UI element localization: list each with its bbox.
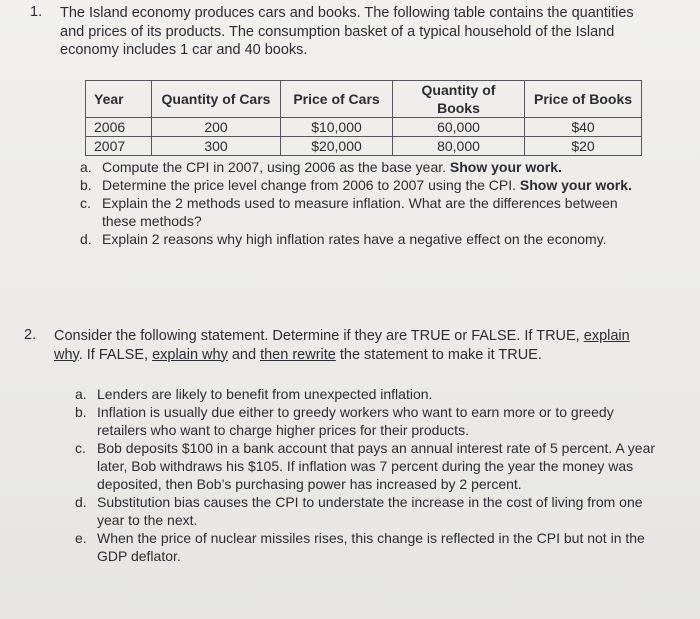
item-letter: b. — [80, 177, 92, 193]
item-text: Determine the price level change from 2006 to 2007 using the CPI. — [102, 177, 520, 193]
item-letter: a. — [80, 159, 92, 175]
header-cell: Quantity of Cars — [152, 81, 281, 118]
table-cell: 80,000 — [393, 137, 525, 156]
underlined-text: then rewrite — [260, 346, 336, 363]
underlined-text: explain why — [54, 328, 630, 363]
table-row — [86, 137, 642, 156]
item-text: Explain the 2 methods used to measure inflation. What are the differences between these methods? — [102, 195, 618, 229]
list-item — [80, 194, 640, 230]
text-segment: . If FALSE, — [78, 346, 153, 363]
item-text: Compute the CPI in 2007, using 2006 as the base year. — [102, 159, 450, 175]
question-number: 2. — [24, 327, 37, 343]
table-cell: 2007 — [86, 137, 152, 156]
item-bold-text: Show your work. — [519, 177, 632, 193]
header-cell: Price of Books — [525, 81, 642, 118]
question-number: 1. — [30, 4, 43, 20]
table-cell: $10,000 — [281, 118, 393, 137]
item-letter: a. — [75, 386, 87, 402]
table-cell: $20 — [525, 137, 642, 156]
data-table — [85, 80, 642, 156]
text-segment: Consider the following statement. Determine if they are TRUE or FALSE. If TRUE, — [54, 328, 584, 344]
question-1-parts — [80, 158, 640, 248]
underlined-text: explain why — [152, 346, 228, 363]
item-text: Inflation is usually due either to greedy workers who want to earn more or to greedy retailers who want to charge higher prices for their products. — [97, 404, 614, 438]
list-item — [80, 158, 640, 176]
question-1 — [30, 4, 650, 60]
text-segment: and — [227, 346, 261, 363]
list-item — [80, 230, 640, 248]
item-text: When the price of nuclear missiles rises, this change is reflected in the CPI but not in the GDP deflator. — [97, 530, 645, 564]
question-text — [54, 327, 654, 364]
item-text: Bob deposits $100 in a bank account that pays an annual interest rate of 5 percent. A year later, Bob withdraws his $105. If inflation was 7 percent during the year the money was deposited, then Bob’s purchasing power has increased by 2 percent. — [97, 440, 656, 492]
item-letter: d. — [75, 494, 87, 510]
question-text: The Island economy produces cars and books. The following table contains the quantities and prices of its products. The consumption basket of a typical household of the Island economy includes 1 car and 40 books. — [60, 5, 634, 58]
text-segment: the statement to make it TRUE. — [335, 346, 542, 363]
header-cell: Year — [86, 81, 152, 118]
list-item — [75, 439, 665, 493]
item-letter: b. — [75, 404, 87, 420]
item-letter: d. — [80, 231, 92, 247]
table-cell: $20,000 — [281, 137, 393, 156]
list-item — [80, 176, 640, 194]
table-cell: 60,000 — [393, 118, 525, 137]
table-header-row — [86, 81, 642, 118]
item-letter: e. — [75, 530, 87, 546]
table-cell: $40 — [525, 118, 642, 137]
table-row — [86, 118, 642, 137]
header-cell: Price of Cars — [281, 81, 393, 118]
item-text: Explain 2 reasons why high inflation rates have a negative effect on the economy. — [102, 231, 607, 247]
header-cell: Quantity of Books — [393, 81, 525, 118]
list-item — [75, 493, 665, 529]
list-item — [75, 403, 665, 439]
question-2-parts — [75, 385, 665, 565]
table-cell: 2006 — [86, 118, 152, 137]
table-cell: 200 — [152, 118, 281, 137]
list-item — [75, 529, 665, 565]
item-letter: c. — [75, 440, 86, 456]
item-text: Substitution bias causes the CPI to understate the increase in the cost of living from one year to the next. — [97, 494, 643, 528]
item-text: Lenders are likely to benefit from unexpected inflation. — [97, 386, 433, 402]
item-letter: c. — [80, 195, 91, 211]
item-bold-text: Show your work. — [449, 159, 562, 175]
table-cell: 300 — [152, 137, 281, 156]
question-2 — [24, 327, 654, 364]
list-item — [75, 385, 665, 403]
